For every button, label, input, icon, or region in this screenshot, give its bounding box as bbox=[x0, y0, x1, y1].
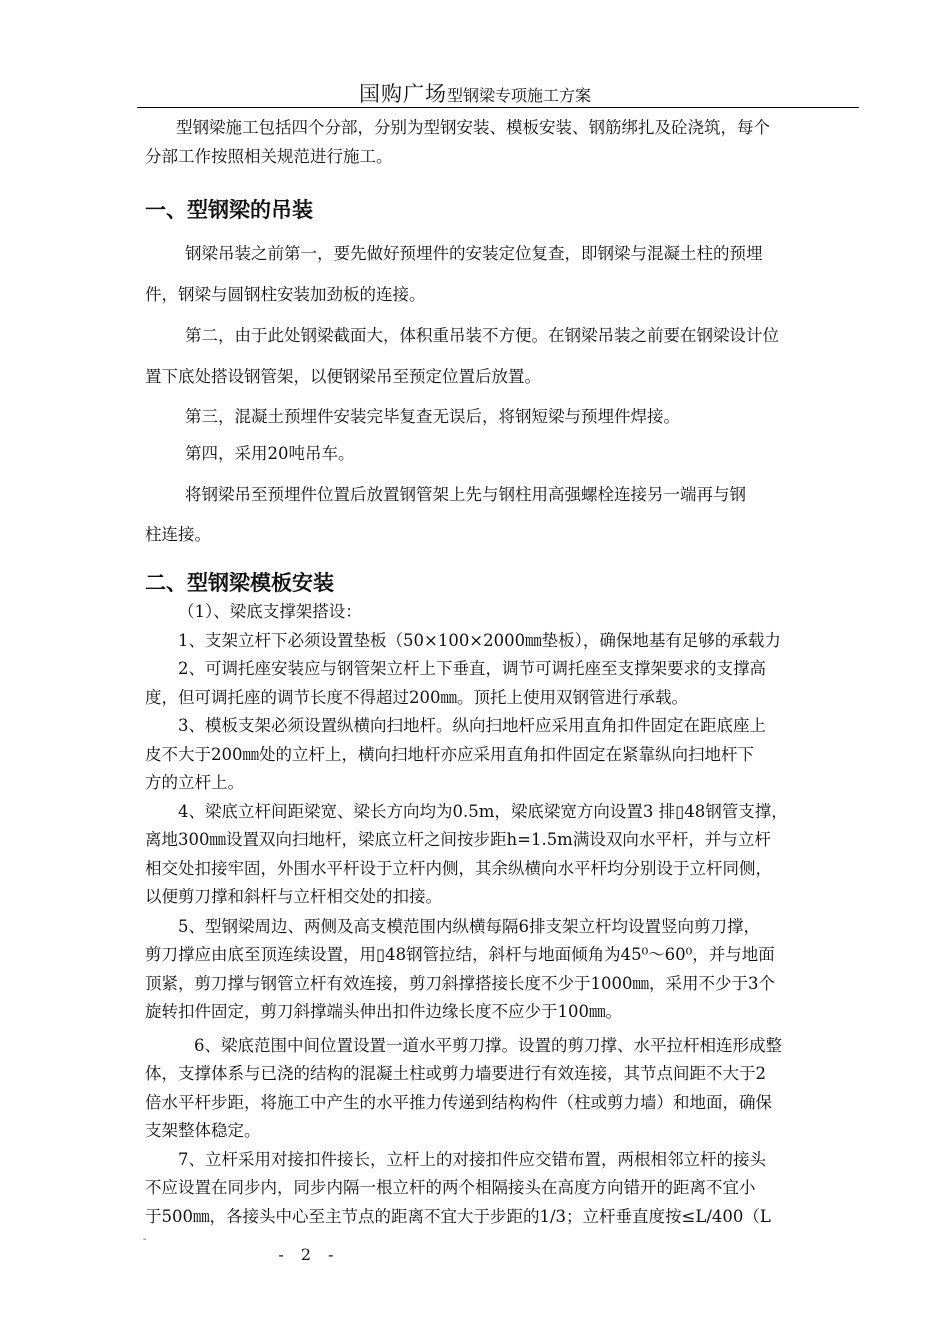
paragraph-line: 6、梁底范围中间位置设置一道水平剪刀撑。设置的剪刀撑、水平拉杆相连形成整 bbox=[194, 1036, 782, 1055]
paragraph-line: 钢梁吊装之前第一，要先做好预埋件的安装定位复查，即钢梁与混凝土柱的预埋 bbox=[185, 244, 763, 263]
page-header bbox=[0, 78, 950, 108]
paragraph-line: 离地300㎜设置双向扫地杆，梁底立杆之间按步距h=1.5m满设双向水平杆，并与立杆 bbox=[145, 830, 771, 849]
paragraph-line: 顶紧，剪刀撑与钢管立杆有效连接，剪刀斜撑搭接长度不少于1000㎜，采用不少于3个 bbox=[145, 974, 775, 993]
footer-mark: - bbox=[143, 1234, 147, 1245]
paragraph-line: 件，钢梁与圆钢柱安装加劲板的连接。 bbox=[145, 285, 426, 304]
section-heading: 一、型钢梁的吊装 bbox=[145, 198, 313, 222]
paragraph-line: 体，支撑体系与已浇的结构的混凝土柱或剪力墙要进行有效连接，其节点间距不大于2 bbox=[145, 1064, 766, 1083]
header-title-main: 国购广场 bbox=[358, 82, 447, 106]
paragraph-line: 度，但可调托座的调节长度不得超过200㎜。顶托上使用双钢管进行承载。 bbox=[145, 688, 688, 707]
paragraph-line: 柱连接。 bbox=[145, 525, 211, 544]
header-rule bbox=[137, 107, 859, 108]
paragraph-line: 第三，混凝土预埋件安装完毕复查无误后，将钢短梁与预埋件焊接。 bbox=[185, 407, 680, 426]
paragraph-line: 1、支架立杆下必须设置垫板（50×100×2000㎜垫板），确保地基有足够的承载力 bbox=[178, 631, 781, 650]
paragraph-line: 第二，由于此处钢梁截面大，体积重吊装不方便。在钢梁吊装之前要在钢梁设计位 bbox=[185, 326, 779, 345]
paragraph-line: （1）、梁底支撑架搭设： bbox=[178, 602, 362, 621]
paragraph-line: 4、梁底立杆间距梁宽、梁长方向均为0.5m，梁底梁宽方向设置3 排▯48钢管支撑， bbox=[178, 802, 788, 821]
paragraph-line: 以便剪刀撑和斜杆与立杆相交处的扣接。 bbox=[145, 887, 442, 906]
paragraph-line: 7、立杆采用对接扣件接长，立杆上的对接扣件应交错布置，两根相邻立杆的接头 bbox=[178, 1150, 766, 1169]
section-heading: 二、型钢梁模板安装 bbox=[145, 571, 334, 595]
paragraph-line: 方的立杆上。 bbox=[145, 773, 244, 792]
paragraph-line: 不应设置在同步内，同步内隔一根立杆的两个相隔接头在高度方向错开的距离不宜小 bbox=[145, 1178, 756, 1197]
paragraph-line: 于500㎜，各接头中心至主节点的距离不宜大于步距的1/3；立杆垂直度按≤L/400（L bbox=[145, 1207, 771, 1226]
paragraph-line: 相交处扣接牢固，外围水平杆设于立杆内侧，其余纵横向水平杆均分别设于立杆同侧， bbox=[145, 859, 772, 878]
paragraph-line: 支架整体稳定。 bbox=[145, 1121, 261, 1140]
paragraph-line: 旋转扣件固定，剪刀斜撑端头伸出扣件边缘长度不应少于100㎜。 bbox=[145, 1002, 622, 1021]
intro-line: 分部工作按照相关规范进行施工。 bbox=[145, 147, 393, 166]
paragraph-line: 剪刀撑应由底至顶连续设置，用▯48钢管拉结，斜杆与地面倾角为45⁰～60⁰，并与地面 bbox=[145, 945, 775, 964]
paragraph-line: 皮不大于200㎜处的立杆上，横向扫地杆亦应采用直角扣件固定在紧靠纵向扫地杆下 bbox=[145, 745, 754, 764]
paragraph-line: 倍水平杆步距，将施工中产生的水平推力传递到结构构件（柱或剪力墙）和地面，确保 bbox=[145, 1093, 772, 1112]
intro-line: 型钢梁施工包括四个分部，分别为型钢安装、模板安装、钢筋绑扎及砼浇筑，每个 bbox=[176, 118, 770, 137]
paragraph-line: 2、可调托座安装应与钢管架立杆上下垂直，调节可调托座至支撑架要求的支撑高 bbox=[178, 659, 766, 678]
paragraph-line: 5、型钢梁周边、两侧及高支模范围内纵横每隔6排支架立杆均设置竖向剪刀撑， bbox=[178, 917, 760, 936]
paragraph-line: 3、模板支架必须设置纵横向扫地杆。纵向扫地杆应采用直角扣件固定在距底座上 bbox=[178, 716, 766, 735]
paragraph-line: 置下底处搭设钢管架，以便钢梁吊至预定位置后放置。 bbox=[145, 367, 541, 386]
page-number: - 2 - bbox=[278, 1245, 340, 1264]
header-title-sub: 型钢梁专项施工方案 bbox=[446, 86, 591, 105]
paragraph-line: 将钢梁吊至预埋件位置后放置钢管架上先与钢柱用高强螺栓连接另一端再与钢 bbox=[185, 485, 746, 504]
paragraph-line: 第四，采用20吨吊车。 bbox=[185, 444, 355, 463]
